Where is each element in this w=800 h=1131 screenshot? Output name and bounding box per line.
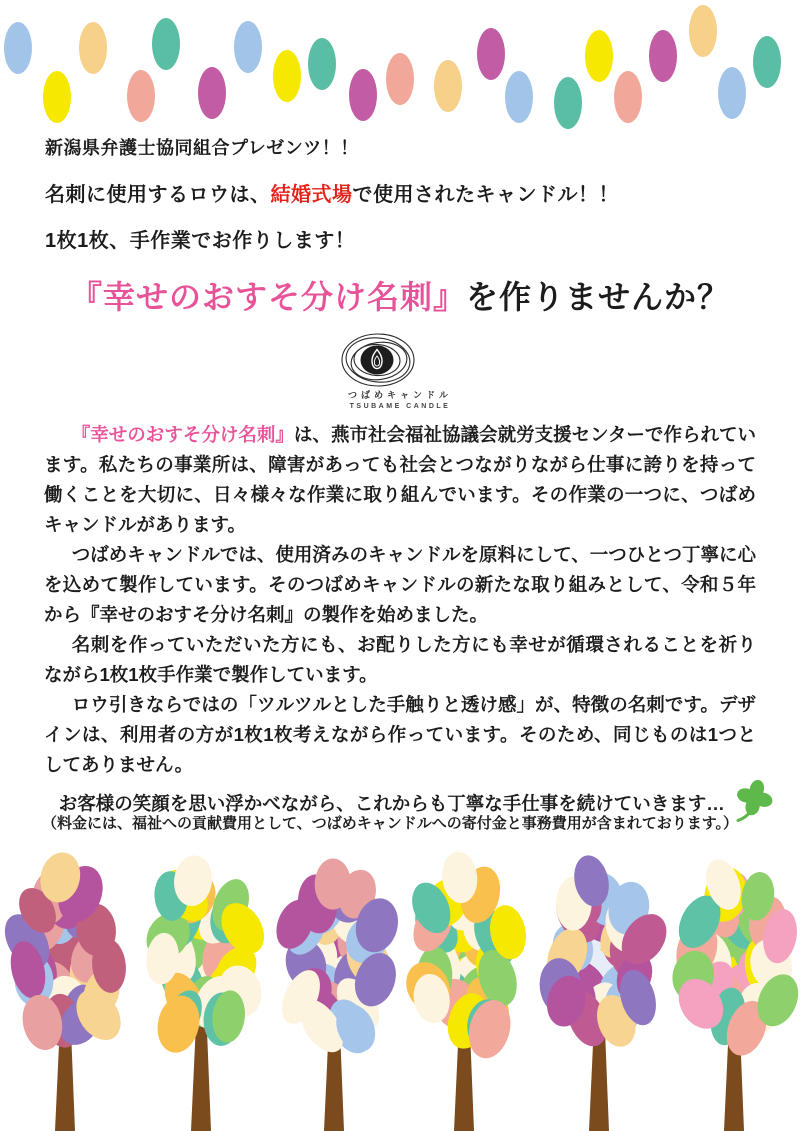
tree [0,848,130,1131]
wax-source-line [45,178,619,207]
logo-name-jp: つばめキャンドル [347,390,452,400]
tree [537,852,676,1131]
tree [668,855,800,1131]
title-black-part: を作りませんか？ [466,279,731,315]
handmade-line: 1枚1枚、手作業でお作りします！ [45,230,356,252]
wax-line-post: で使用されたキャンドル！！ [352,184,619,206]
logo-name-en: TSUBAME CANDLE [349,403,451,410]
candle-nest-icon [320,331,480,389]
paragraph-5-text: お客様の笑顔を思い浮かべながら、これからも丁寧な手仕事を続けていきます… [58,793,725,814]
paragraph-2: つばめキャンドルでは、使用済みのキャンドルを原料にして、一つひとつ丁寧に心を込めて製作しています。そのつばめキャンドルの新たな取り組みとして、令和５年から『幸せのおすそ分け名刺』の製作を始めました。 [44,544,756,625]
page-title [0,272,800,318]
paragraph-4: ロウ引きならではの「ツルツルとした手触りと透け感」が、特徴の名刺です。デザインは、利用者の方が1枚1枚考えながら作っています。そのため、同じものは1つとしてありません。 [44,694,756,775]
wax-line-highlight: 結婚式場 [270,184,353,206]
tree [138,853,273,1131]
wax-line-pre: 名刺に使用するロウは、 [45,184,271,206]
paragraph-1-pink: 『幸せのおすそ分け名刺』 [71,424,294,445]
paragraph-1 [44,420,756,540]
paragraph-3: 名刺を作っていただいた方にも、お配りした方にも幸せが循環されることを祈りながら1枚1枚手作業で製作しています。 [44,634,756,685]
tsubame-candle-logo [320,331,480,410]
fee-note: （料金には、福祉への貢献費用として、つばめキャンドルへの寄付金と事務費用が含まれております。） [42,815,739,832]
trees-decoration [0,845,800,1131]
presenter-line: 新潟県弁護士協同組合プレゼンツ！！ [45,138,359,158]
body-text [44,420,756,824]
paragraph-1-rest: は、燕市社会福祉協議会就労支援センターで作られています。私たちの事業所は、障害があっても社会とつながりながら仕事に誇りを持って働くことを大切に、日々様々な作業に取り組んでいます。その作業の一つに、つばめキャンドルがあります。 [44,424,756,535]
top-dots-decoration [0,0,800,132]
tree [398,850,530,1131]
tree [270,858,404,1131]
title-pink-part: 『幸せのおすそ分け名刺』 [69,279,466,315]
